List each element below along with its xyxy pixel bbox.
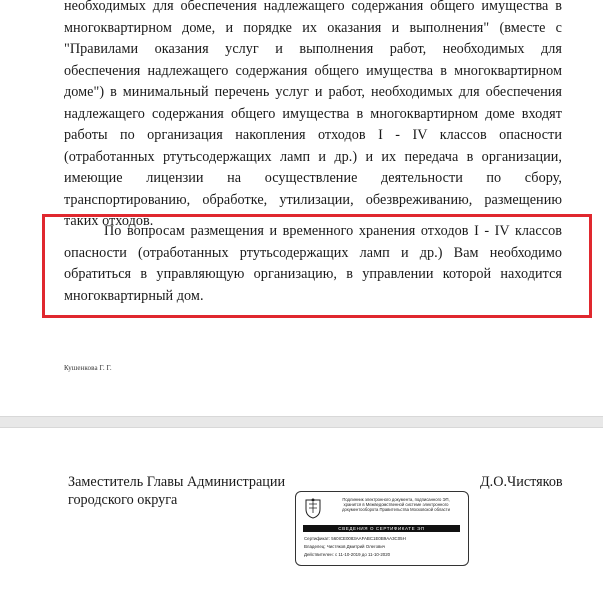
coat-of-arms-icon [303, 497, 323, 519]
text-line: доме") в минимальный перечень услуг и работ, необходимых для обеспечения [64, 84, 562, 100]
text-line: работы по организация накопления отходов I - IV классов опасности [64, 127, 562, 143]
signatory-name: Д.О.Чистяков [480, 474, 563, 490]
text-line: По вопросам размещения и временного хранения отходов I - IV классов [104, 223, 562, 239]
stamp-validity: Действителен: с 11-10-2019 до 11-10-2020 [304, 552, 391, 557]
text-line: обеспечения надлежащего содержания общего имущества в многоквартирном [64, 62, 562, 79]
stamp-certificate-number: Сертификат: 560ICE0083AAFABC1E0B9AA3C05H [304, 536, 406, 541]
stamp-owner: Владелец: Чистяков Дмитрий Олегович [304, 544, 386, 549]
executor-name: Кушенкова Г. Г. [64, 364, 112, 372]
text-line: обратиться в управляющую организацию, в управлении которой находится [64, 266, 562, 282]
text-line: многоквартирном доме, и порядке их оказания и выполнения" (вместе с [64, 19, 562, 36]
text-line: многоквартирный дом. [64, 287, 204, 304]
text-line: надлежащего содержания общего имущества в многоквартирном доме входят [64, 105, 562, 122]
stamp-header-line: документооборота Правительства Московской области [342, 507, 450, 513]
text-line: (отработанных ртутьсодержащих ламп и др.) и их передача в организации, [64, 148, 562, 165]
electronic-signature-stamp [295, 491, 469, 566]
text-line: транспортированию, обработке, утилизации, обезвреживанию, размещению [64, 191, 562, 208]
text-line: имеющие лицензии на осуществление деятельности по сбору, [64, 170, 562, 186]
text-line: таких отходов. [64, 213, 154, 229]
signatory-position [68, 473, 285, 509]
highlight-annotation-box [42, 214, 592, 318]
text-line: опасности (отработанных ртутьсодержащих ламп и др.) Вам необходимо [64, 244, 562, 261]
signatory-role-line: Заместитель Главы Администрации [68, 474, 286, 490]
signatory-role-line: городского округа [68, 492, 178, 508]
paragraph-housing-regulations [64, 0, 562, 233]
text-line: "Правилами оказания услуг и выполнения работ, необходимых для [64, 41, 562, 57]
text-line: необходимых для обеспечения надлежащего содержания общего имущества в [64, 0, 562, 14]
stamp-header-line: Подлинник электронного документа, подписанного ЭП, [342, 497, 450, 502]
stamp-header-text [328, 497, 464, 513]
stamp-header-line: хранится в Межведомственной системе электронного [343, 502, 449, 508]
stamp-certificate-bar: СВЕДЕНИЯ О СЕРТИФИКАТЕ ЭП [303, 525, 460, 532]
page-separator [0, 416, 603, 428]
